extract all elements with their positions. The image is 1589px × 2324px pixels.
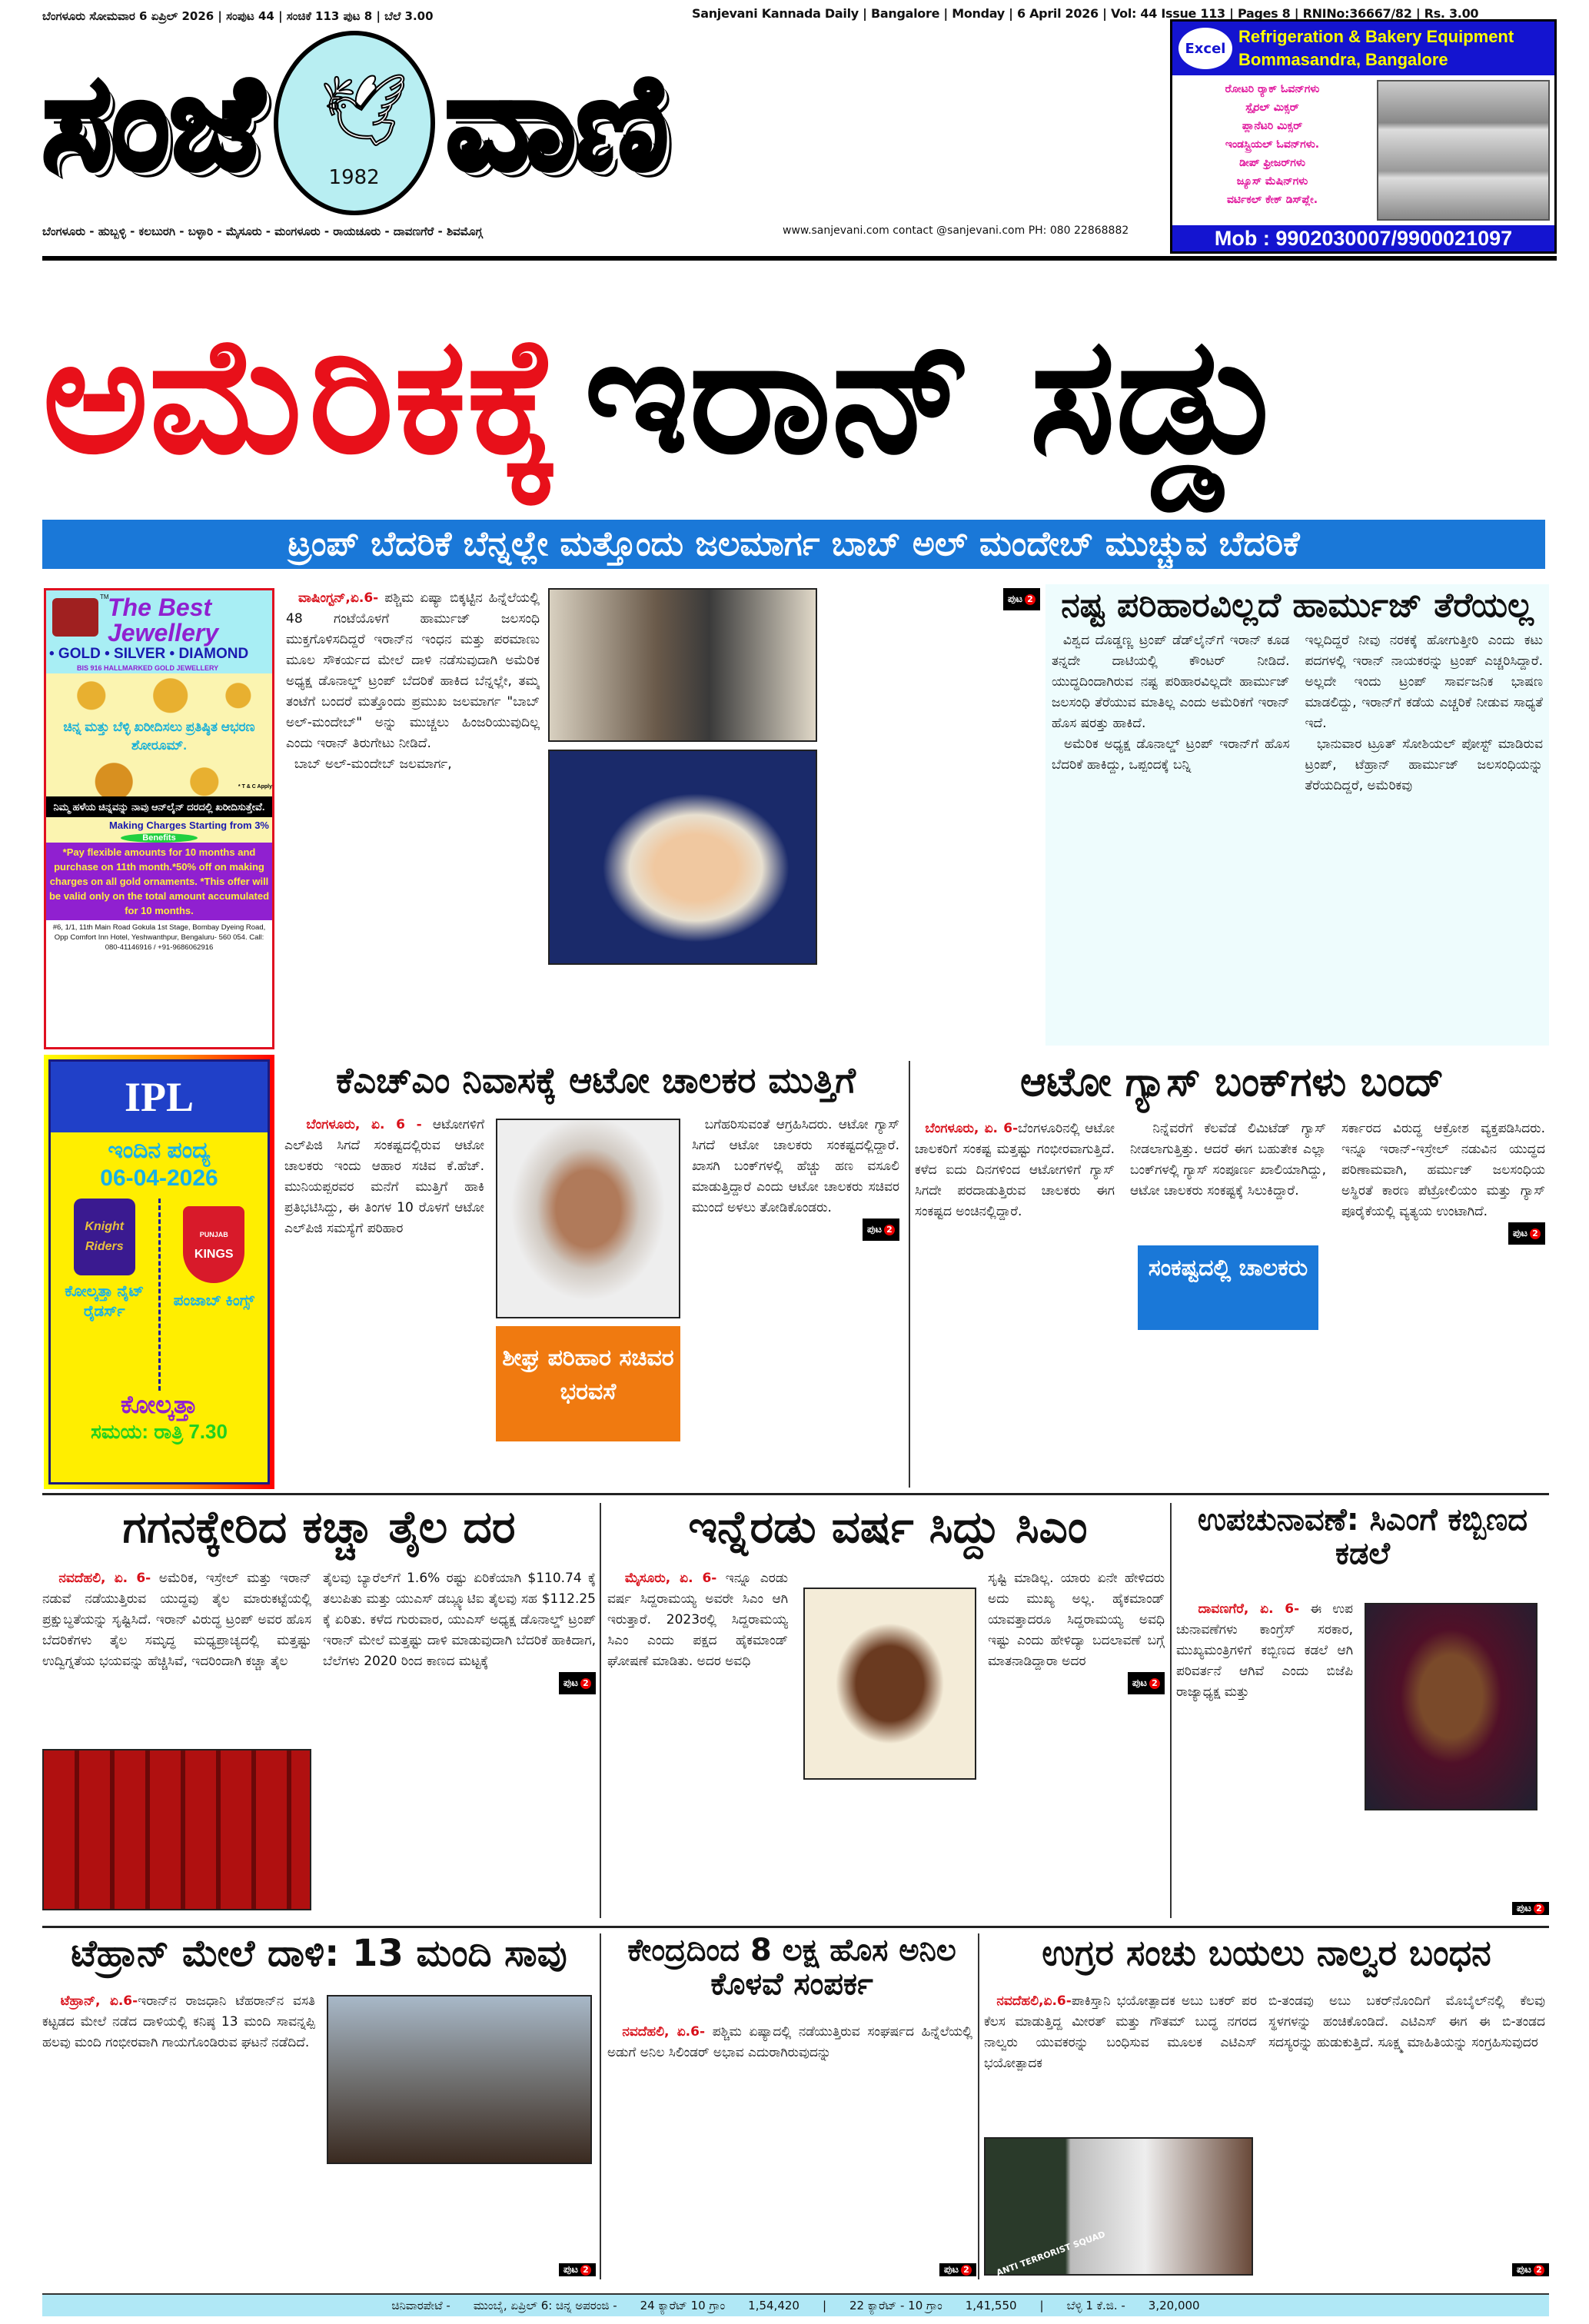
article-text: ಬೆಂಗಳೂರಿನಲ್ಲಿ ಆಟೋ ಚಾಲಕರಿಗೆ ಸಂಕಷ್ಟ ಮತ್ತಷ್ಟು ಗಂಭೀರವಾಗುತ್ತಿದೆ. ಕಳೆದ ಐದು ದಿನಗಳಿಂದ ಆಟೋಗಳಿಗೆ ಗ್ಯಾಸ್ ಸಿಗದೇ ಪರದಾಡುತ್ತಿರುವ ಚಾಲಕರು ಈಗ ಸಂಕಷ್ಟದ ಅಂಚಿನಲ್ಲಿದ್ದಾರೆ. [915,1121,1115,1219]
story-headline[interactable]: ಗಗನಕ್ಕೇರಿದ ಕಚ್ಚಾ ತೈಲ ದರ [122,1501,516,1553]
ad-making-charges: Making Charges Starting from 3% [46,817,272,833]
dateline: ಬೆಂಗಳೂರು, ಏ. 6 - [306,1117,422,1132]
team2-name: ಪಂಜಾಬ್ ಕಿಂಗ್ಸ್ [173,1292,254,1309]
lead-headline[interactable] [42,277,1549,515]
ticker-city: ಮುಂಬೈ, ಏಪ್ರಿಲ್ 6: ಚಿನ್ನ ಅಪರಂಜಿ - [473,2299,617,2312]
arrested-suspects-photo [984,2137,1253,2279]
kannada-dateline: ಬೆಂಗಳೂರು ಸೋಮವಾರ 6 ಏಪ್ರಿಲ್ 2026 | ಸಂಪುಟ 44 | ಸಂಚಿಕೆ 113 ಪುಟ 8 | ಬೆಲೆ 3.00 [42,9,434,23]
ad-offer: *Pay flexible amounts for 10 months and purchase on 11th month.*50% off on making charges on all gold ornaments. *This offer will be valid only on the total amount accumulated for 10 months. [46,843,272,920]
story-headline[interactable]: ಉಪಚುನಾವಣೆ: ಸಿಎಂಗೆ ಕಬ್ಬಿಣದ ಕಡಲೆ [1197,1502,1528,1571]
ad-item: ರೋಟರಿ ರ್‍ಯಾಕ್ ಓವನ್‌ಗಳು [1225,83,1320,95]
side-box-harmuz [1045,584,1549,1046]
logo-year: 1982 [328,166,380,189]
ad-item: ಸ್ಪೈರಲ್ ಮಿಕ್ಸರ್ [1245,101,1299,114]
terms-note: * T & C Apply [238,784,272,790]
lead-article-col3 [823,588,1040,1042]
terror-arrest-story [984,1933,1549,2279]
story-headline[interactable]: ಟೆಹ್ರಾನ್ ಮೇಲೆ ದಾಳಿ: 13 ಮಂದಿ ಸಾವು [71,1932,567,1975]
dateline: ಬೆಂಗಳೂರು, ಏ. 6- [925,1121,1019,1136]
dateline: ನವದೆಹಲಿ, ಏ.6- [622,2024,705,2040]
article-text: ಬಾಬ್ ಅಲ್-ಮಂದೇಬ್ ಜಲಮಾರ್ಗ, [294,756,452,772]
headline-red: ಅಮೆರಿಕಕ್ಕೆ [42,301,561,490]
photo-label: ANTI TERRORIST SQUAD [995,2229,1107,2279]
benefits-badge: Benefits [121,833,198,843]
match-venue: ಕೋಲ್ಕತ್ತಾ [120,1391,198,1418]
callout-box: ಶೀಘ್ರ ಪರಿಹಾರ ಸಚಿವರ ಭರವಸೆ [496,1326,680,1441]
ipl-title: ಇಂದಿನ ಪಂದ್ಯ [108,1138,211,1163]
article-text: ಬಗೆಹರಿಸುವಂತೆ ಆಗ್ರಹಿಸಿದರು. ಆಟೋ ಗ್ಯಾಸ್ ಸಿಗದೆ ಆಟೋ ಚಾಲಕರು ಸಂಕಷ್ಟದಲ್ಲಿದ್ದಾರೆ. ಖಾಸಗಿ ಬಂಕ್‌ಗಳಲ್ಲಿ ಹೆಚ್ಚು ಹಣ ವಸೂಲಿ ಮಾಡುತ್ತಿದ್ದಾರೆ ಎಂದು ಆಟೋ ಚಾಲಕರು ಸಚಿವರ ಮುಂದೆ ಅಳಲು ತೋಡಿಕೊಂಡರು. [692,1117,899,1215]
side-headline[interactable]: ನಷ್ಟ ಪರಿಹಾರವಿಲ್ಲದೆ ಹಾರ್ಮುಜ್ ತೆರೆಯಲ್ಲ [1061,586,1534,625]
crude-oil-story [42,1503,596,1918]
editions-list: ಬೆಂಗಳೂರು - ಹುಬ್ಬಳ್ಳಿ - ಕಲಬುರಗಿ - ಬಳ್ಳಾರಿ - ಮೈಸೂರು - ಮಂಗಳೂರು - ರಾಯಚೂರು - ದಾವಣಗೆರೆ - ಶಿವಮೊಗ್ಗ [42,224,483,238]
article-text: ಭಾನುವಾರ ಟ್ರೂತ್ ಸೋಶಿಯಲ್ ಪೋಸ್ಟ್ ಮಾಡಿರುವ ಟ್ರಂಪ್, ಟೆಹ್ರಾನ್ ಹಾರ್ಮುಜ್ ಜಲಸಂಧಿಯನ್ನು ತೆರೆಯದಿದ್ದರೆ, ಅಮೆರಿಕವು [1305,736,1543,794]
ad-address: #6, 1/1, 11th Main Road Gokula 1st Stage, Bombay Dyeing Road, Opp Comfort Inn Hotel, Yeshwanthpur, Bengaluru- 560 054. Call: 080-41146916 / +91-9686062916 [52,923,266,952]
story-headline[interactable]: ಉಗ್ರರ ಸಂಚು ಬಯಲು ನಾಲ್ವರ ಬಂಧನ [1042,1932,1491,1973]
article-text: ಪಶ್ಚಿಮ ಏಷ್ಯಾ ಬಿಕ್ಕಟ್ಟಿನ ಹಿನ್ನೆಲೆಯಲ್ಲಿ 48 ಗಂಟೆಯೊಳಗೆ ಹಾರ್ಮುಜ್ ಜಲಸಂಧಿ ಮುಕ್ತಗೊಳಿಸದಿದ್ದರೆ ಇರಾನ್‌ನ ಇಂಧನ ಮತ್ತು ಪರಮಾಣು ಮೂಲ ಸೌಕರ್ಯದ ಮೇಲೆ ದಾಳಿ ನಡೆಸುವುದಾಗಿ ಅಮೆರಿಕ ಅಧ್ಯಕ್ಷ ಡೊನಾಲ್ಡ್ ಟ್ರಂಪ್ ಬೆದರಿಕೆ ಹಾಕಿದ ಬೆನ್ನಲ್ಲೇ, ತಮ್ಮ ತಂಟೆಗೆ ಬಂದರೆ ಮತ್ತೊಂದು ಪ್ರಮುಖ ಜಲಮಾರ್ಗ "ಬಾಬ್ ಅಲ್-ಮಂದೇಬ್" ಅನ್ನು ಮುಚ್ಚಲು ಹಿಂಜರಿಯುವುದಿಲ್ಲ ಎಂದು ಇರಾನ್ ತಿರುಗೇಟು ನೀಡಿದೆ. [286,590,540,751]
trademark: TM [100,593,109,600]
ad-mobile: Mob : 9902030007/9900021097 [1172,225,1554,251]
article-text: ತೈಲವು ಬ್ಯಾರೆಲ್‌ಗೆ 1.6% ರಷ್ಟು ಏರಿಕೆಯಾಗಿ $110.74 ಕ್ಕೆ ತಲುಪಿತು ಮತ್ತು ಯುಎಸ್ ಡಬ್ಲ್ಯೂಟಿಐ ತೈಲವು ಸಹ $112.25 ಕ್ಕೆ ಏರಿತು. ಕಳೆದ ಗುರುವಾರ, ಯುಎಸ್ ಅಧ್ಯಕ್ಷ ಡೊನಾಲ್ಡ್ ಟ್ರಂಪ್ ಇರಾನ್ ಮೇಲೆ ಮತ್ತಷ್ಟು ದಾಳಿ ಮಾಡುವುದಾಗಿ ಬೆದರಿಕೆ ಹಾಕಿದಾಗ, ಬೆಲೆಗಳು 2020 ರಿಂದ ಕಾಣದ ಮಟ್ಟಕ್ಕೆ [323,1571,596,1669]
section-rule [42,1493,1549,1495]
headline-black: ಇರಾನ್ ಸಡ್ಡು [583,301,1288,490]
column-rule [600,1933,601,2279]
dateline: ನವದೆಹಲಿ, ಏ. 6- [58,1571,151,1586]
match-date: 06-04-2026 [100,1165,218,1191]
bjp-leader-photo [1365,1603,1537,1810]
gold-rate-ticker: ಚಿನಿವಾರಪೇಟೆ - ಮುಂಬೈ, ಏಪ್ರಿಲ್ 6: ಚಿನ್ನ ಅಪರಂಜಿ - 24 ಕ್ಯಾರೆಟ್ 10 ಗ್ರಾಂ 1,54,420 | 22 ಕ್ಯಾರೆಟ್ - 10 ಗ್ರಾಂ 1,41,550 | ಬೆಳ್ಳಿ 1 ಕೆ.ಜಿ. - 3,20,000 [42,2293,1549,2316]
article-text: ಬಿ-ತಂಡವು ಅಬು ಬಕರ್‌ನೊಂದಿಗೆ ಮೊಬೈಲ್‌ನಲ್ಲಿ ಕೆಲವು ಸ್ಥಳಗಳನ್ನು ಹಂಚಿಕೊಂಡಿದೆ. ಎಟಿಎಸ್ ಈಗ ಈ ಬಿ-ತಂಡದ ಸದಸ್ಯರನ್ನು ಹುಡುಕುತ್ತಿದೆ. ಸೂಕ್ಷ್ಮ ಮಾಹಿತಿಯನ್ನು ಸಂಗ್ರಹಿಸುವುದರ [1268,1993,1545,2050]
story-headline[interactable]: ಆಟೋ ಗ್ಯಾಸ್ ಬಂಕ್‌ಗಳು ಬಂದ್ [1019,1059,1444,1105]
jump-page-tag[interactable]: ಪುಟ 2 [1512,1902,1549,1915]
story-headline[interactable]: ಇನ್ನೆರಡು ವರ್ಷ ಸಿದ್ದು ಸಿಎಂ [688,1501,1088,1553]
lead-subheadline: ಟ್ರಂಪ್ ಬೆದರಿಕೆ ಬೆನ್ನಲ್ಲೇ ಮತ್ತೊಂದು ಜಲಮಾರ್ಗ ಬಾಬ್ ಅಲ್ ಮಂದೇಬ್ ಮುಚ್ಚುವ ಬೆದರಿಕೆ [42,520,1545,569]
article-text: ಅಮೆರಿಕ, ಇಸ್ರೇಲ್ ಮತ್ತು ಇರಾನ್ ನಡುವೆ ನಡೆಯುತ್ತಿರುವ ಯುದ್ಧವು ತೈಲ ಮಾರುಕಟ್ಟೆಯಲ್ಲಿ ಪ್ರಕ್ಷುಬ್ಧತೆಯನ್ನು ಸೃಷ್ಟಿಸಿದೆ. ಇರಾನ್ ವಿರುದ್ಧ ಟ್ರಂಪ್ ಅವರ ಹೊಸ ಬೆದರಿಕೆಗಳು ತೈಲ ಸಮೃದ್ಧ ಮಧ್ಯಪ್ರಾಚ್ಯದಲ್ಲಿ ಮತ್ತಷ್ಟು ಉದ್ವಿಗ್ನತೆಯ ಭಯವನ್ನು ಹೆಚ್ಚಿಸಿವೆ, ಇದರಿಂದಾಗಿ ಕಚ್ಚಾ ತೈಲ [42,1571,311,1669]
ad-product-list [1172,75,1372,225]
article-text: ಇಲ್ಲದಿದ್ದರೆ ನೀವು ನರಕಕ್ಕೆ ಹೋಗುತ್ತೀರಿ ಎಂದು ಕಟು ಪದಗಳಲ್ಲಿ ಇರಾನ್ ನಾಯಕರನ್ನು ಟ್ರಂಪ್ ಎಚ್ಚರಿಸಿದ್ದಾರೆ. ಅಲ್ಲದೇ ಇಂದು ಟ್ರಂಪ್ ಸಾರ್ವಜನಿಕ ಭಾಷಣ ಮಾಡಲಿದ್ದು, ಇರಾನ್‌ಗೆ ಕಡೆಯ ಎಚ್ಚರಿಕೆ ನೀಡುವ ಸಾಧ್ಯತೆ ಇದೆ. [1305,633,1543,732]
jump-page-tag[interactable]: ಪುಟ 2 [1508,1222,1545,1245]
jewellery-ad[interactable] [44,588,274,1049]
story-headline[interactable]: ಕೆಎಚ್‌ಎಂ ನಿವಾಸಕ್ಕೆ ಆಟೋ ಚಾಲಕರ ಮುತ್ತಿಗೆ [336,1059,856,1101]
ad-tagline: ಚಿನ್ನ ಮತ್ತು ಬೆಳ್ಳಿ ಖರೀದಿಸಲು ಪ್ರತಿಷ್ಠಿತ ಆಭರಣ ಶೋರೂಮ್. [63,720,255,753]
column-rule [600,1503,601,1918]
jump-page-tag[interactable]: ಪುಟ 2 [939,2263,976,2276]
gas-bunk-story [915,1061,1549,1488]
article-text: ಆಟೋಗಳಿಗೆ ಎಲ್‌ಪಿಜಿ ಸಿಗದೆ ಸಂಕಷ್ಟದಲ್ಲಿರುವ ಆಟೋ ಚಾಲಕರು ಇಂದು ಆಹಾರ ಸಚಿವ ಕೆ.ಹೆಚ್. ಮುನಿಯಪ್ಪರವರ ಮನೆಗೆ ಮುತ್ತಿಗೆ ಹಾಕಿ ಪ್ರತಿಭಟಿಸಿದ್ದು, ಈ ತಿಂಗಳ 10 ರೊಳಗೆ ಆಟೋ ಎಲ್‌ಪಿಜಿ ಸಮಸ್ಯೆಗೆ ಪರಿಹಾರ [284,1117,484,1236]
excel-logo: Excel [1175,25,1235,72]
jump-page-tag[interactable]: ಪುಟ 2 [559,1672,596,1694]
kkr-logo: Knight Riders [74,1199,135,1275]
match-time: ಸಮಯ: ರಾತ್ರಿ 7.30 [91,1420,228,1443]
ad-metals: • GOLD • SILVER • DIAMOND [49,646,249,662]
pbks-logo: PUNJAB KINGS [183,1206,244,1283]
photo-caption [548,970,817,1043]
team1-name: ಕೋಲ್ಕತ್ತಾ ನೈಟ್ ರೈಡರ್ಸ್ [65,1283,145,1320]
jump-page-tag[interactable]: ಪುಟ 2 [863,1219,899,1241]
politician-photo [803,1588,976,1780]
dateline: ಮೈಸೂರು, ಏ. 6- [624,1571,717,1586]
logo-left: ಸಂಜೆ [42,47,263,199]
jump-page-tag[interactable]: ಪುಟ 2 [559,2263,596,2276]
auto-drivers-story [284,1061,907,1488]
dateline: ವಾಷಿಂಗ್ಟನ್,ಏ.6- [298,590,379,606]
lead-article-col1 [286,588,540,1042]
gold24-label: 24 ಕ್ಯಾರೆಟ್ 10 ಗ್ರಾಂ [640,2299,726,2312]
column-rule [909,1061,910,1488]
tehran-story [42,1933,596,2279]
bypoll-story [1176,1503,1549,1918]
english-dateline: Sanjevani Kannada Daily | Bangalore | Monday | 6 April 2026 | Vol: 44 Issue 113 | Pages 8 | RNINo:36667/82 | Rs. 3.00 [692,6,1479,21]
oven-photo [1377,80,1550,221]
gold22-value: 1,41,550 [965,2299,1017,2312]
ad-item: ಜ್ಯೂಸ್ ಮೆಷಿನ್‌ಗಳು [1236,175,1308,188]
ticker-label: ಚಿನಿವಾರಪೇಟೆ - [391,2299,450,2312]
article-text: ಈ ಉಪ ಚುನಾವಣೆಗಳು ಕಾಂಗ್ರೆಸ್ ಸರಕಾರ, ಮುಖ್ಯಮಂತ್ರಿಗಳಿಗೆ ಕಬ್ಬಿಣದ ಕಡಲೆ ಆಗಿ ಪರಿವರ್ತನೆ ಆಗಿವೆ ಎಂದು ಬಿಜೆಪಿ ರಾಜ್ಯಾಧ್ಯಕ್ಷ ಮತ್ತು [1176,1601,1353,1700]
jump-page-tag[interactable]: ಪುಟ 2 [1003,588,1040,610]
ad-oldgold: ನಿಮ್ಮ ಹಳೆಯ ಚಿನ್ನವನ್ನು ನಾವು ಆನ್‌ಲೈನ್ ದರದಲ್ಲಿ ಖರೀದಿಸುತ್ತೇವೆ. [46,796,272,817]
ad-item: ವರ್ಟಿಕಲ್ ಕೇಕ್ ಡಿಸ್‌ಪ್ಲೇ. [1226,194,1318,206]
silver-label: ಬೆಳ್ಳಿ 1 ಕೆ.ಜಿ. - [1066,2299,1125,2312]
callout-box: ಸಂಕಷ್ಟದಲ್ಲಿ ಚಾಲಕರು [1138,1245,1318,1330]
silver-value: 3,20,000 [1148,2299,1200,2312]
article-text: ಪಾಕಿಸ್ತಾನಿ ಭಯೋತ್ಪಾದಕ ಅಬು ಬಕರ್ ಪರ ಕೆಲಸ ಮಾಡುತ್ತಿದ್ದ ಮೀರತ್ ಮತ್ತು ಗೌತಮ್ ಬುದ್ಧ ನಗರದ ನಾಲ್ವರು ಯುವಕರನ್ನು ಬಂಧಿಸುವ ಮೂಲಕ ಎಟಿಎಸ್ ಭಯೋತ್ಪಾದಕ [984,1993,1257,2071]
gold22-label: 22 ಕ್ಯಾರೆಟ್ - 10 ಗ್ರಾಂ [849,2299,942,2312]
contact-info: www.sanjevani.com contact @sanjevani.com PH: 080 22868882 [783,224,1129,237]
trump-photo [548,750,817,965]
article-text: ಪಶ್ಚಿಮ ಏಷ್ಯಾದಲ್ಲಿ ನಡೆಯುತ್ತಿರುವ ಸಂಘರ್ಷದ ಹಿನ್ನೆಲೆಯಲ್ಲಿ ಅಡುಗೆ ಅನಿಲ ಸಿಲಿಂಡರ್ ಅಭಾವ ಎದುರಾಗಿರುವುದನ್ನು [607,2024,972,2060]
ad-title: The Best [108,593,212,621]
section-rule [42,1926,1549,1928]
jump-page-tag[interactable]: ಪುಟ 2 [1128,1672,1165,1694]
article-text: ನಿನ್ನೆವರೆಗೆ ಕೆಲವೆಡೆ ಲಿಮಿಟೆಡ್ ಗ್ಯಾಸ್ ನೀಡಲಾಗುತ್ತಿತ್ತು. ಆದರೆ ಈಗ ಬಹುತೇಕ ಎಲ್ಲಾ ಬಂಕ್‌ಗಳಲ್ಲಿ ಗ್ಯಾಸ್ ಸಂಪೂರ್ಣ ಖಾಲಿಯಾಗಿದ್ದು, ಆಟೋ ಚಾಲಕರು ಸಂಕಷ್ಟಕ್ಕೆ ಸಿಲುಕಿದ್ದಾರೆ. [1130,1121,1326,1199]
article-text: ಇರಾನ್‌ನ ರಾಜಧಾನಿ ಟೆಹರಾನ್‌ನ ವಸತಿ ಕಟ್ಟಡದ ಮೇಲೆ ನಡೆದ ದಾಳಿಯಲ್ಲಿ ಕನಿಷ್ಠ 13 ಮಂದಿ ಸಾವನ್ನಪ್ಪಿ ಹಲವು ಮಂದಿ ಗಂಭೀರವಾಗಿ ಗಾಯಗೊಂಡಿರುವ ಘಟನೆ ನಡೆದಿದೆ. [42,1993,315,2050]
ad-title: Refrigeration & Bakery Equipment [1238,27,1514,46]
dove-emblem [274,31,435,215]
minister-photo [496,1119,680,1318]
article-text: ವಿಶ್ವದ ದೊಡ್ಡಣ್ಣ ಟ್ರಂಪ್ ಡೆಡ್‌ಲೈನ್‌ಗೆ ಇರಾನ್ ಕೂಡ ತನ್ನದೇ ದಾಟಿಯಲ್ಲಿ ಕೌಂಟರ್ ನೀಡಿದೆ. ಯುದ್ಧದಿಂದಾಗಿರುವ ನಷ್ಟ ಪರಿಹಾರವಿಲ್ಲದೇ ಹಾರ್ಮುಜ್ ಜಲಸಂಧಿ ತೆರೆಯುವ ಮಾತಿಲ್ಲ ಎಂದು ಅಮೆರಿಕಗೆ ಇರಾನ್ ಹೊಸ ಷರತ್ತು ಹಾಕಿದೆ. [1052,633,1290,732]
ad-item: ಡೀಪ್ ಫ್ರೀಜರ್‌ಗಳು [1239,157,1305,169]
article-text: ಸೃಷ್ಟಿ ಮಾಡಿಲ್ಲ. ಯಾರು ಏನೇ ಹೇಳಿದರು ಅದು ಮುಖ್ಯ ಅಲ್ಲ. ಹೈಕಮಾಂಡ್ ಯಾವತ್ತಾದರೂ ಸಿದ್ದರಾಮಯ್ಯ ಅವಧಿ ಇಷ್ಟು ಎಂದು ಹೇಳಿದ್ಯಾ ಬದಲಾವಣೆ ಬಗ್ಗೆ ಮಾತನಾಡಿದ್ದಾರಾ ಅದರ [988,1571,1165,1669]
story-headline[interactable]: ಕೇಂದ್ರದಿಂದ 8 ಲಕ್ಷ ಹೊಸ ಅನಿಲ ಕೊಳವೆ ಸಂಪರ್ಕ [627,1933,956,2002]
gas-connection-story [607,1933,976,2279]
masthead-divider [42,256,1557,261]
ipl-logo: IPL [51,1062,268,1132]
gold24-value: 1,54,420 [748,2299,799,2312]
ad-location: Bommasandra, Bangalore [1238,50,1448,69]
tehran-attack-photo [327,1995,592,2164]
article-text: ಸರ್ಕಾರದ ವಿರುದ್ಧ ಆಕ್ರೋಶ ವ್ಯಕ್ತಪಡಿಸಿದರು. ಇನ್ನೂ ಇರಾನ್-ಇಸ್ರೇಲ್ ನಡುವಿನ ಯುದ್ಧದ ಪರಿಣಾಮವಾಗಿ, ಹರ್ಮುಜ್ ಜಲಸಂಧಿಯ ಅಸ್ಥಿರತೆ ಕಾರಣ ಪೆಟ್ರೋಲಿಯಂ ಮತ್ತು ಗ್ಯಾಸ್ ಪೂರೈಕೆಯಲ್ಲಿ ವ್ಯತ್ಯಯ ಉಂಟಾಗಿದೆ. [1341,1121,1545,1219]
cm-story [607,1503,1168,1918]
iranian-leader-photo [548,588,817,742]
article-text: ಅಮೆರಿಕ ಅಧ್ಯಕ್ಷ ಡೊನಾಲ್ಡ್ ಟ್ರಂಪ್ ಇರಾನ್‌ಗೆ ಹೊಸ ಬೆದರಿಕೆ ಹಾಕಿದ್ದು, ಒಪ್ಪಂದಕ್ಕೆ ಬನ್ನಿ [1052,736,1290,773]
excel-equipment-ad[interactable] [1170,19,1557,254]
article-text: ಇನ್ನೂ ಎರಡು ವರ್ಷ ಸಿದ್ದರಾಮಯ್ಯ ಅವರೇ ಸಿಎಂ ಆಗಿ ಇರುತ್ತಾರೆ. 2023ರಲ್ಲಿ ಸಿದ್ದರಾಮಯ್ಯ ಸಿಎಂ ಎಂದು ಪಕ್ಷದ ಹೈಕಮಾಂಡ್ ಘೋಷಣೆ ಮಾಡಿತು. ಅದರ ಅವಧಿ [607,1571,788,1669]
column-rule [978,1933,979,2279]
dove-icon: 🕊 [320,70,408,151]
jewellery-photos [46,673,272,796]
ad-title: Jewellery [108,619,219,647]
ad-item: ಪ್ಲಾನೆಟರಿ ಮಿಕ್ಸರ್ [1242,120,1303,132]
crown-logo-icon [52,598,98,637]
column-rule [1170,1503,1172,1918]
dateline: ದಾವಣಗೆರೆ, ಏ. 6- [1198,1601,1300,1617]
ad-item: ಇಂಡಸ್ಟ್ರಿಯಲ್ ಓವನ್‌ಗಳು. [1225,138,1320,151]
dateline: ನವದೆಹಲಿ,ಏ.6- [996,1993,1072,2009]
jump-page-tag[interactable]: ಪುಟ 2 [1512,2263,1549,2276]
ad-hallmark: BIS 916 HALLMARKED GOLD JEWELLERY [77,664,219,672]
ipl-ad[interactable] [44,1055,274,1489]
oil-barrels-photo [42,1749,311,1910]
logo-right: ವಾಣಿ [445,47,669,199]
newspaper-logo [42,27,780,219]
dateline: ಟೆಹ್ರಾನ್, ಏ.6- [60,1993,138,2009]
